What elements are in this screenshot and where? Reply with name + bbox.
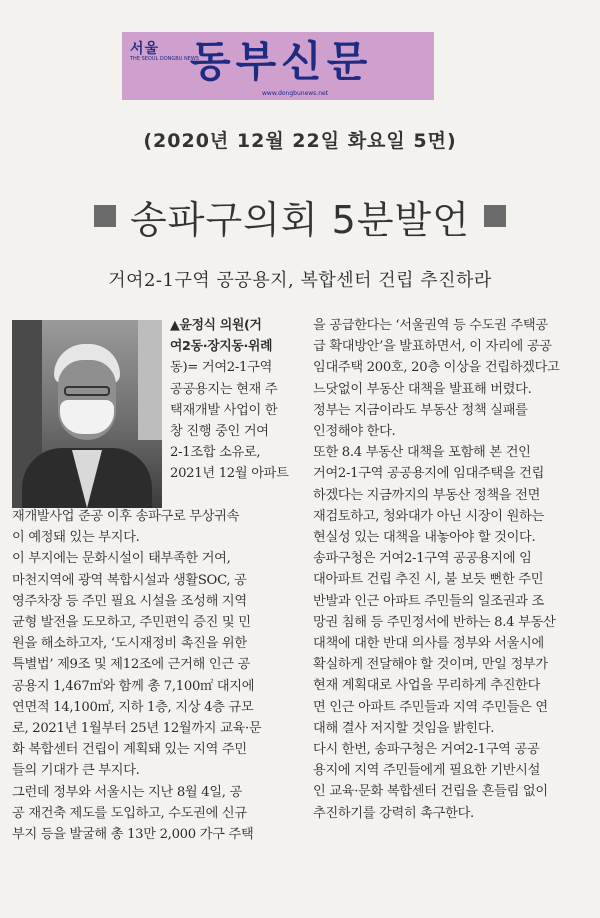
article-line: 화 복합센터 건립이 계획돼 있는 지역 주민 [12,742,247,758]
headline-text: 송파구의회 5분발언 [130,197,470,242]
masthead-url: www.dongbunews.net [262,90,329,97]
article-line: 다시 한번, 송파구청은 거여2-1구역 공공 [313,742,540,758]
article-line: 부지 등을 발굴해 총 13만 2,000 가구 주택 [12,827,254,843]
article-line: 면 인근 아파트 주민들과 지역 주민들은 연 [313,699,548,715]
article-line: 연면적 14,100㎡, 지하 1층, 지상 4층 규모 [12,699,254,715]
article-line: 인정해야 한다. [313,424,396,440]
article-line: 로, 2021년 1월부터 25년 12월까지 교육·문 [12,721,262,737]
article-line: 대책에 대한 반대 의사를 정부와 서울시에 [313,636,544,652]
article-line: 들의 기대가 큰 부지다. [12,763,140,779]
article-line: 대해 결사 저지할 것임을 밝힌다. [313,720,495,736]
person-photo [12,320,162,508]
article-line: 망권 침해 등 주민정서에 반하는 8.4 부동산 [313,614,556,630]
masthead-subtitle: THE SEOUL DONGBU NEWS [130,56,199,62]
article-line: 공공용지는 현재 주 [170,381,278,397]
article-line: 임대주택 200호, 20층 이상을 건립하겠다고 [313,360,560,376]
article-line: 이 부지에는 문화시설이 태부족한 거여, [12,551,231,567]
article-line: 동)= 거여2-1구역 [170,360,273,376]
article-line: 공 재건축 제도를 도입하고, 수도권에 신규 [12,805,247,821]
article-line: 인 교육·문화 복합센터 건립을 흔들림 없이 [313,784,548,800]
article-line: 거여2-1구역 공공용지에 임대주택을 건립 [313,466,545,482]
newspaper-masthead [122,32,434,100]
headline-right-square-icon [484,205,506,227]
article-line: 현실성 있는 대책을 내놓아야 할 것이다. [313,530,536,546]
article-line: 영주차장 등 주민 필요 시설을 조성해 지역 [12,593,247,609]
article-line: 이 예정돼 있는 부지다. [12,530,140,546]
article-line: 을 공급한다는 ‘서울권역 등 수도권 주택공 [313,318,548,333]
article-line: 하겠다는 지금까지의 부동산 정책을 전면 [313,487,541,503]
headline-left-square-icon [94,205,116,227]
headline [0,191,600,241]
article-line: 창 진행 중인 거여 [170,424,269,440]
article-line: 재개발사업 준공 이후 송파구로 무상귀속 [12,509,240,524]
article-line: 2021년 12월 아파트 [170,466,289,482]
article-line: 추진하기를 강력히 촉구한다. [313,805,474,821]
article-line: 택재개발 사업이 한 [170,402,278,418]
article-line: 그런데 정부와 서울시는 지난 8월 4일, 공 [12,784,243,800]
masthead-title: 동부신문 [190,37,373,86]
subheadline: 거여2-1구역 공공용지, 복합센터 건립 추진하라 [108,270,492,291]
masthead-region: 서울 [130,41,160,57]
article-line: ▲윤정식 의원(거 [170,318,262,333]
article-line: 원을 해소하고자, ‘도시재정비 촉진을 위한 [12,636,247,652]
article-line: 대아파트 건립 추진 시, 불 보듯 뻔한 주민 [313,572,544,588]
article-line: 용지에 지역 주민들에게 필요한 기반시설 [313,763,541,779]
article-line: 여2동·장지동·위례 [170,339,273,355]
article-line: 마천지역에 광역 복합시설과 생활SOC, 공 [12,572,247,588]
publication-dateline: (2020년 12월 22일 화요일 5면) [143,130,457,152]
article-column-left-bottom [12,506,295,845]
article-line: 또한 8.4 부동산 대책을 포함해 본 건인 [313,445,531,461]
article-line: 송파구청은 거여2-1구역 공공용지에 임 [313,551,532,567]
article-line: 균형 발전을 도모하고, 주민편익 증진 및 민 [12,615,251,631]
article-line: 느닷없이 부동산 대책을 발표해 버렸다. [313,381,532,397]
article-line: 공용지 1,467㎡와 함께 총 7,100㎡ 대지에 [12,678,255,694]
article-line: 정부는 지금이라도 부동산 정책 실패를 [313,402,528,418]
article-line: 특별법’ 제9조 및 제12조에 근거해 인근 공 [12,657,251,673]
article-line: 2-1조합 소유로, [170,445,261,461]
article-line: 급 확대방안’을 발표하면서, 이 자리에 공공 [313,339,552,355]
article-line: 반발과 인근 아파트 주민들의 일조권과 조 [313,593,544,609]
article-column-right [313,315,596,824]
article-line: 현재 계획대로 사업을 무리하게 추진한다 [313,678,541,694]
article-line: 확실하게 전달해야 할 것이며, 만일 정부가 [313,657,548,673]
article-column-left-top [170,315,295,485]
article-line: 재검토하고, 청와대가 아닌 시장이 원하는 [313,508,544,524]
